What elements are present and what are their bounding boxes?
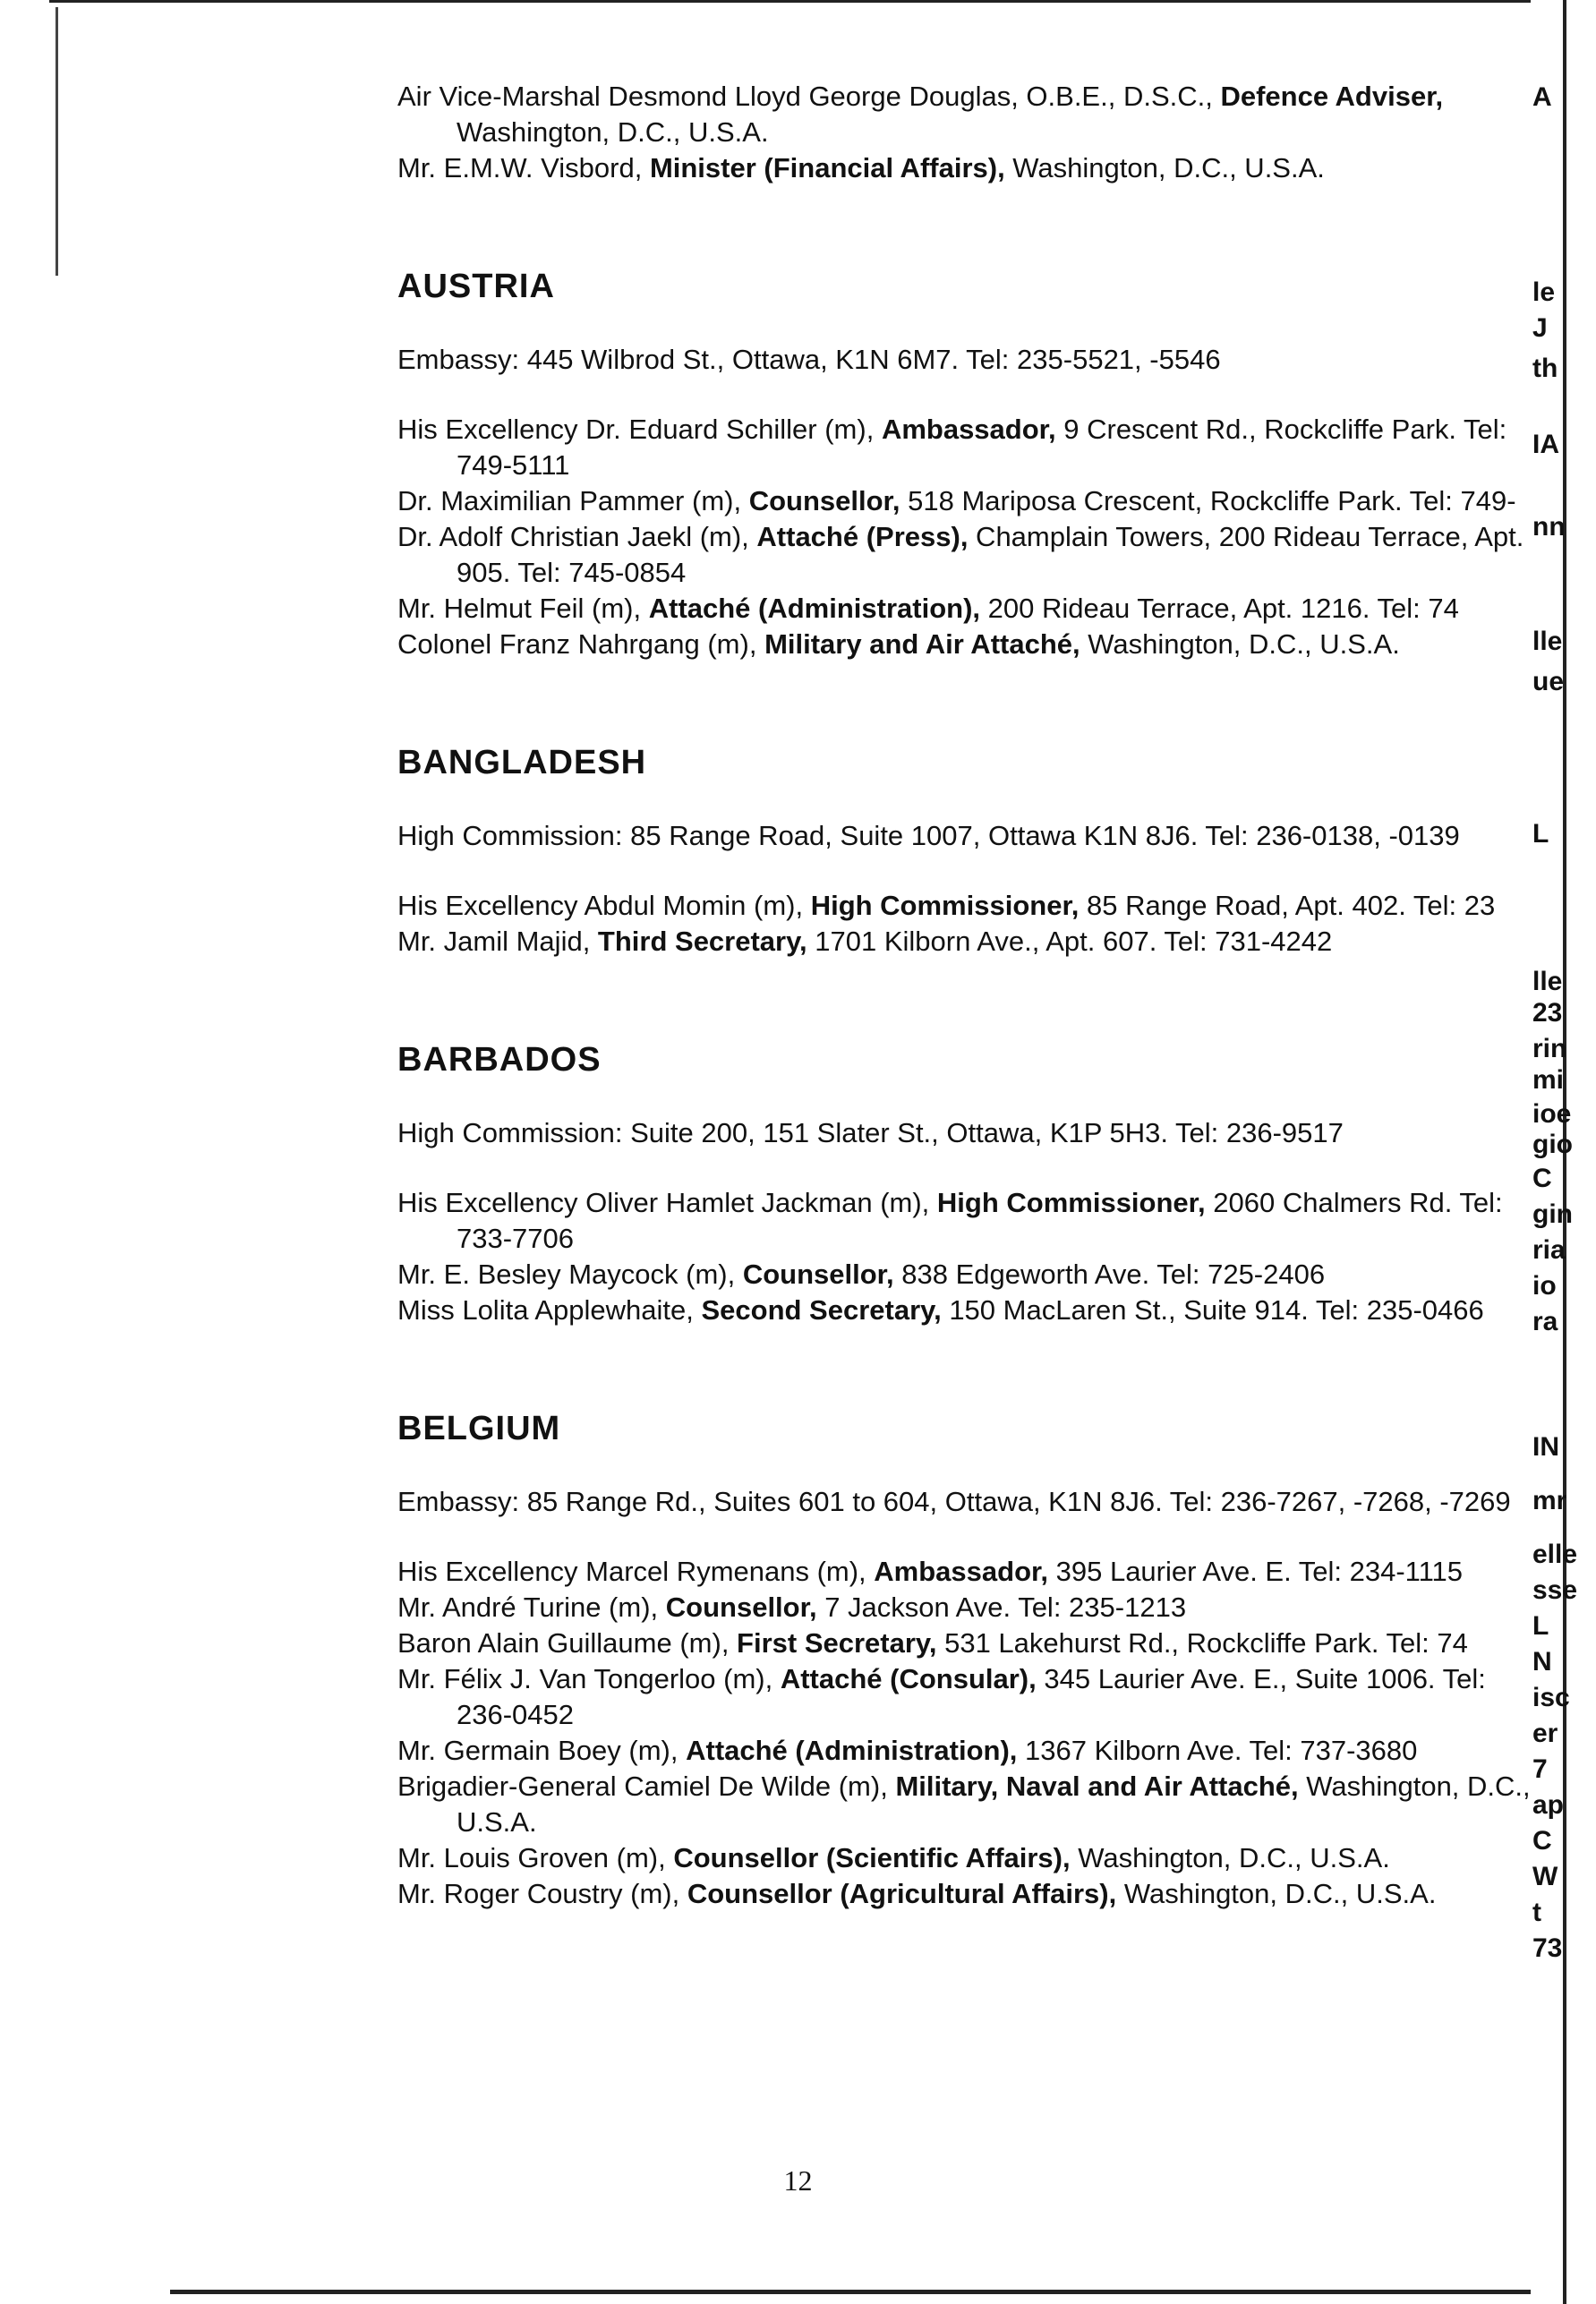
entry-text: His Excellency Oliver Hamlet Jackman (m), — [397, 1187, 937, 1218]
directory-entry — [397, 1840, 1531, 1876]
directory-entry — [397, 519, 1531, 591]
entry-title: Counsellor, — [665, 1591, 817, 1623]
entry-text: 7 Jackson Ave. Tel: 235-1213 — [816, 1591, 1187, 1623]
entry-text: Baron Alain Guillaume (m), — [397, 1627, 738, 1659]
entry-title: Ambassador, — [881, 414, 1056, 445]
entry-text: 531 Lakehurst Rd., Rockcliffe Park. Tel: 74 — [936, 1627, 1468, 1659]
country-sections — [397, 267, 1531, 1912]
directory-entry — [397, 1876, 1531, 1912]
entry-text: Champlain Towers, 200 Rideau Terrace, Apt. 905. Tel: 745-0854 — [457, 521, 1524, 588]
entry-text: Mr. Félix J. Van Tongerloo (m), — [397, 1663, 781, 1694]
entry-text: 838 Edgeworth Ave. Tel: 725-2406 — [893, 1259, 1326, 1290]
adjacent-page-fragment: A — [1532, 82, 1552, 112]
adjacent-page-fragment: C — [1532, 1164, 1552, 1193]
adjacent-page-fragment: mr — [1532, 1486, 1567, 1515]
entry-text: Washington, D.C., U.S.A. — [457, 1771, 1531, 1838]
entry-text: 85 Range Road, Apt. 402. Tel: 23 — [1079, 890, 1496, 921]
entry-title: Counsellor, — [742, 1259, 894, 1290]
scan-top-edge — [49, 0, 1531, 3]
entry-title: Attaché (Administration), — [686, 1735, 1018, 1766]
directory-entry — [397, 1661, 1531, 1733]
country-section — [397, 1040, 1531, 1328]
adjacent-page-fragment: ap — [1532, 1790, 1565, 1820]
adjacent-page-fragment: L — [1532, 819, 1549, 849]
entry-title: Ambassador, — [874, 1556, 1048, 1587]
entry-text: Washington, D.C., U.S.A. — [1070, 1842, 1390, 1873]
entry-text: Washington, D.C., U.S.A. — [1080, 628, 1400, 660]
directory-entry — [397, 924, 1531, 960]
entry-text: Colonel Franz Nahrgang (m), — [397, 628, 765, 660]
adjacent-page-fragment: th — [1532, 354, 1558, 383]
entry-title: Military and Air Attaché, — [764, 628, 1080, 660]
entry-title: Counsellor, — [748, 485, 900, 516]
adjacent-page-fragment: N — [1532, 1647, 1552, 1677]
directory-entry — [397, 1185, 1531, 1257]
adjacent-page-fragment: IA — [1532, 430, 1559, 459]
adjacent-page-fragment: sse — [1532, 1575, 1578, 1605]
entry-text: Mr. Louis Groven (m), — [397, 1842, 674, 1873]
adjacent-page-fragment: mi — [1532, 1065, 1565, 1095]
country-heading: AUSTRIA — [397, 268, 555, 305]
continued-entries — [397, 79, 1531, 186]
adjacent-page-fragment: ria — [1532, 1235, 1566, 1265]
entry-text: 1367 Kilborn Ave. Tel: 737-3680 — [1017, 1735, 1418, 1766]
adjacent-page-fragment: gin — [1532, 1199, 1573, 1229]
adjacent-page-fragment: gio — [1532, 1130, 1573, 1159]
adjacent-page-fragment: ioe — [1532, 1099, 1572, 1129]
entry-text: Dr. Maximilian Pammer (m), — [397, 485, 749, 516]
entry-text: 9 Crescent Rd., Rockcliffe Park. Tel: 749-5111 — [457, 414, 1507, 481]
directory-entry — [397, 1554, 1531, 1590]
entry-text: Mr. André Turine (m), — [397, 1591, 666, 1623]
adjacent-page-fragment: lle — [1532, 967, 1563, 996]
directory-entry — [397, 627, 1531, 662]
adjacent-page-fragment: rin — [1532, 1034, 1567, 1063]
directory-entry — [397, 888, 1531, 924]
entry-text: Miss Lolita Applewhaite, — [397, 1294, 702, 1326]
adjacent-page-edge — [1531, 0, 1578, 2304]
adjacent-page-fragment: isc — [1532, 1683, 1570, 1712]
directory-entry — [397, 1626, 1531, 1661]
country-heading: BARBADOS — [397, 1041, 602, 1079]
adjacent-page-fragment: ra — [1532, 1307, 1558, 1336]
adjacent-page-fragment: io — [1532, 1271, 1557, 1301]
directory-entry — [397, 591, 1531, 627]
scan-left-edge — [55, 7, 58, 276]
entry-text: 150 MacLaren St., Suite 914. Tel: 235-0466 — [941, 1294, 1484, 1326]
entry-text: 200 Rideau Terrace, Apt. 1216. Tel: 74 — [980, 593, 1459, 624]
entry-text: 345 Laurier Ave. E., Suite 1006. Tel: 236-0452 — [457, 1663, 1486, 1730]
entry-text: His Excellency Marcel Rymenans (m), — [397, 1556, 875, 1587]
country-heading: BELGIUM — [397, 1410, 561, 1447]
directory-entry — [397, 412, 1531, 483]
entry-title: Minister (Financial Affairs), — [649, 152, 1005, 183]
adjacent-page-fragment: t — [1532, 1898, 1541, 1927]
adjacent-page-fragment: le — [1532, 277, 1556, 307]
adjacent-page-fragment: lle — [1532, 627, 1563, 656]
mission-address: High Commission: 85 Range Road, Suite 1007, Ottawa K1N 8J6. Tel: 236-0138, -0139 — [397, 820, 1460, 851]
entry-title: First Secretary, — [737, 1627, 937, 1659]
adjacent-page-fragment: 7 — [1532, 1754, 1548, 1784]
directory-entry — [397, 79, 1531, 150]
directory-entry — [397, 1733, 1531, 1769]
adjacent-page-fragment: 23 — [1532, 998, 1563, 1028]
entry-title: High Commissioner, — [936, 1187, 1206, 1218]
directory-content — [397, 79, 1531, 1912]
entry-title: Second Secretary, — [701, 1294, 942, 1326]
country-section — [397, 1409, 1531, 1912]
entry-text: Washington, D.C., U.S.A. — [457, 116, 769, 148]
entry-text: His Excellency Abdul Momin (m), — [397, 890, 811, 921]
mission-address: High Commission: Suite 200, 151 Slater St., Ottawa, K1P 5H3. Tel: 236-9517 — [397, 1117, 1344, 1148]
entry-text: Mr. Helmut Feil (m), — [397, 593, 649, 624]
entry-text: Washington, D.C., U.S.A. — [1116, 1878, 1437, 1909]
scan-bottom-edge — [170, 2290, 1566, 2294]
entry-text: 395 Laurier Ave. E. Tel: 234-1115 — [1048, 1556, 1464, 1587]
entry-title: Military, Naval and Air Attaché, — [895, 1771, 1299, 1802]
mission-address: Embassy: 85 Range Rd., Suites 601 to 604, Ottawa, K1N 8J6. Tel: 236-7267, -7268, -7269 — [397, 1486, 1511, 1517]
directory-entry — [397, 150, 1531, 186]
page-number: 12 — [783, 2164, 813, 2197]
adjacent-page-fragment: nn — [1532, 512, 1566, 542]
entry-title: Third Secretary, — [597, 926, 807, 957]
directory-entry — [397, 1293, 1531, 1328]
country-heading: BANGLADESH — [397, 744, 647, 781]
entry-title: Attaché (Consular), — [780, 1663, 1037, 1694]
adjacent-page-fragment: 73 — [1532, 1933, 1563, 1963]
country-section — [397, 743, 1531, 960]
entry-title: High Commissioner, — [810, 890, 1080, 921]
entry-title: Attaché (Administration), — [648, 593, 981, 624]
directory-entry — [397, 1590, 1531, 1626]
entry-text: Mr. Germain Boey (m), — [397, 1735, 687, 1766]
entry-text: Brigadier-General Camiel De Wilde (m), — [397, 1771, 896, 1802]
entry-text: Dr. Adolf Christian Jaekl (m), — [397, 521, 757, 552]
entry-title: Counsellor (Scientific Affairs), — [673, 1842, 1071, 1873]
entry-text: Mr. Jamil Majid, — [397, 926, 598, 957]
entry-title: Attaché (Press), — [756, 521, 969, 552]
entry-text: Washington, D.C., U.S.A. — [1004, 152, 1325, 183]
entry-text: 518 Mariposa Crescent, Rockcliffe Park. Tel: 749- — [900, 485, 1516, 516]
directory-entry — [397, 483, 1531, 519]
adjacent-page-fragment: IN — [1532, 1432, 1559, 1462]
adjacent-page-fragment: er — [1532, 1719, 1558, 1748]
adjacent-page-fragment: C — [1532, 1826, 1552, 1856]
entry-text: Mr. E.M.W. Visbord, — [397, 152, 650, 183]
adjacent-page-fragment: J — [1532, 313, 1548, 343]
entry-text: His Excellency Dr. Eduard Schiller (m), — [397, 414, 882, 445]
entry-text: Mr. E. Besley Maycock (m), — [397, 1259, 743, 1290]
entry-text: Air Vice-Marshal Desmond Lloyd George Douglas, O.B.E., D.S.C., — [397, 81, 1221, 112]
directory-entry — [397, 1257, 1531, 1293]
entry-text: Mr. Roger Coustry (m), — [397, 1878, 687, 1909]
mission-address: Embassy: 445 Wilbrod St., Ottawa, K1N 6M7. Tel: 235-5521, -5546 — [397, 344, 1221, 375]
entry-text: 1701 Kilborn Ave., Apt. 607. Tel: 731-4242 — [807, 926, 1333, 957]
adjacent-page-fragment: elle — [1532, 1540, 1578, 1569]
country-section — [397, 267, 1531, 662]
adjacent-page-fragment: L — [1532, 1611, 1549, 1641]
adjacent-page-fragment: ue — [1532, 667, 1565, 696]
entry-title: Counsellor (Agricultural Affairs), — [687, 1878, 1117, 1909]
adjacent-page-fragment: W — [1532, 1862, 1558, 1891]
directory-entry — [397, 1769, 1531, 1840]
entry-title: Defence Adviser, — [1220, 81, 1444, 112]
entry-text: 2060 Chalmers Rd. Tel: 733-7706 — [457, 1187, 1503, 1254]
